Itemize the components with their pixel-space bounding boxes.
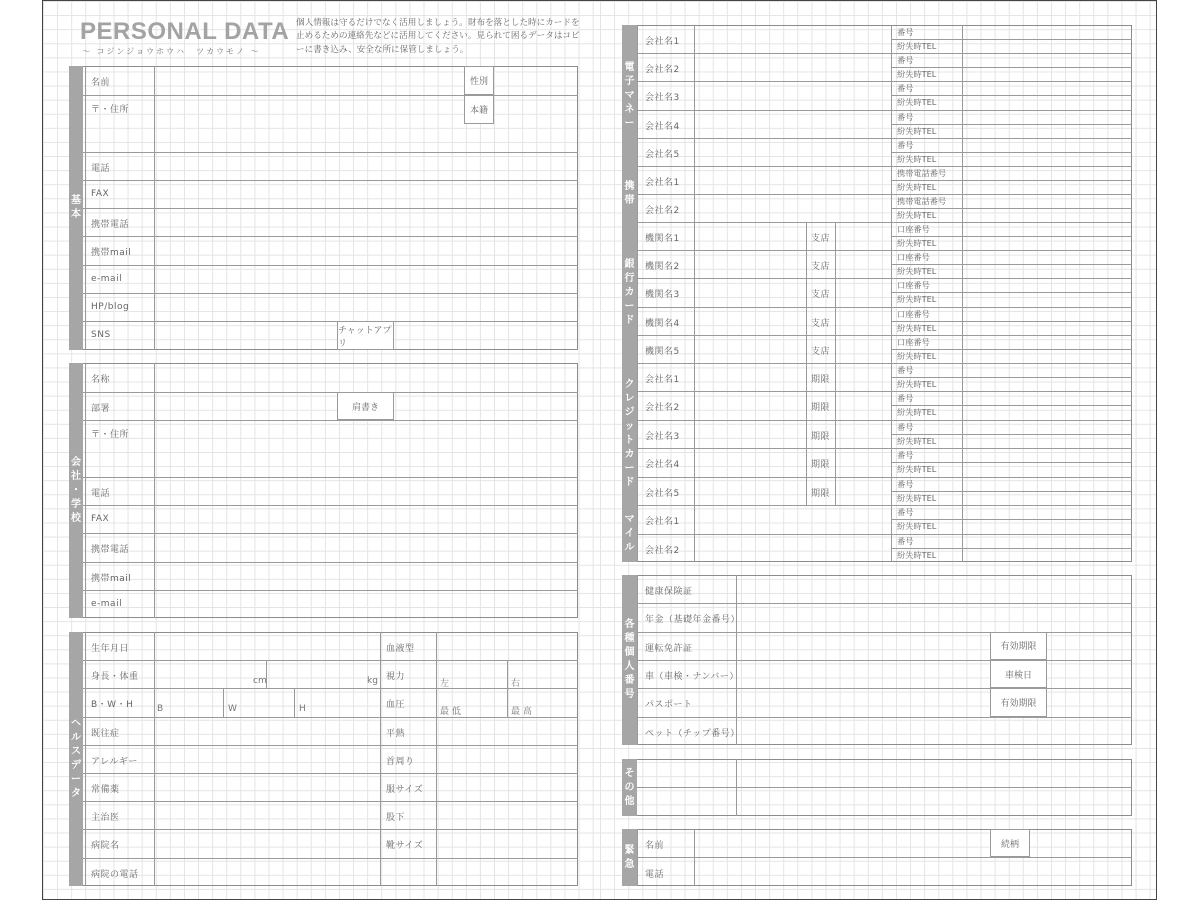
- rule-line: [83, 688, 578, 689]
- rule-line: [83, 745, 578, 746]
- health-section: [69, 632, 578, 886]
- id-row-label: 健康保険証: [645, 587, 693, 597]
- bank-mid-label: 支店: [811, 346, 831, 357]
- heading-char: 急: [624, 858, 635, 870]
- mile-row-label: 会社名2: [645, 545, 680, 556]
- rule-line: [637, 420, 1132, 421]
- credit-row-label: 会社名4: [645, 460, 680, 471]
- health-right-label: 股下: [386, 813, 406, 823]
- basic-heading: [69, 66, 83, 350]
- rule-line: [891, 434, 1132, 435]
- divider-line: [85, 363, 86, 618]
- credit-row-label: 会社名3: [645, 431, 680, 442]
- credit-mid-label: 期限: [811, 488, 831, 499]
- basic-row-label: HP/blog: [91, 302, 130, 312]
- rule-line: [637, 307, 1132, 308]
- bank-sub1: 口座番号: [897, 280, 930, 291]
- unit-max: 最 高: [511, 707, 532, 717]
- unit-h: H: [299, 704, 306, 714]
- rule-line: [83, 773, 578, 774]
- rule-line: [891, 95, 1132, 96]
- company-section: [69, 363, 578, 618]
- heading-char: ド: [624, 314, 635, 326]
- heading-char: ー: [71, 774, 81, 785]
- basic-row-label: e-mail: [91, 274, 123, 284]
- rule-line: [83, 95, 578, 96]
- emoney-sub1: 番号: [897, 27, 914, 37]
- mobile-sub1: 携帯電話番号: [897, 168, 947, 178]
- basic-row-label: SNS: [91, 330, 111, 340]
- basic-row-label: FAX: [91, 189, 110, 199]
- divider-line: [694, 25, 695, 166]
- divider-line: [835, 222, 836, 363]
- relation-box: [990, 829, 1030, 857]
- rule-line: [637, 688, 1132, 689]
- unit-right: 右: [511, 679, 521, 689]
- divider-line: [694, 363, 695, 505]
- health-right-label: 服サイズ: [386, 785, 424, 795]
- company-row-label: FAX: [91, 514, 110, 524]
- mile-heading: [622, 505, 637, 562]
- credit-sub1: 番号: [897, 450, 914, 461]
- basic-row-label: 携帯電話: [91, 220, 130, 230]
- emoney-row-label: 会社名3: [645, 93, 680, 104]
- rule-line: [83, 265, 578, 266]
- id-row-label: ペット（チップ番号）: [645, 728, 740, 739]
- rule-line: [637, 787, 1132, 788]
- other-heading: [622, 759, 637, 816]
- unit-kg: kg: [367, 676, 378, 686]
- bank-mid-label: 支店: [811, 318, 831, 329]
- rule-line: [637, 81, 1132, 82]
- chat-app-box-label: チャットアプリ: [338, 325, 392, 349]
- divider-line: [835, 363, 836, 505]
- rule-line: [83, 321, 578, 322]
- heading-char: 番: [624, 675, 635, 686]
- health-heading: [69, 632, 83, 886]
- mobile-heading: [622, 166, 637, 222]
- page-subtitle: ～ コジンジョウホウハ ツカウモノ ～: [82, 47, 261, 56]
- rule-line: [83, 533, 578, 534]
- rule-line: [83, 293, 578, 294]
- heading-char: ッ: [624, 421, 635, 432]
- rule-line: [622, 222, 1132, 223]
- rule-line: [891, 236, 1132, 237]
- rule-line: [83, 392, 578, 393]
- relation-box-label: 続柄: [1000, 839, 1019, 850]
- cards-section: [622, 25, 1132, 562]
- company-row-label: 携帯電話: [91, 545, 130, 555]
- rule-line: [637, 448, 1132, 449]
- credit-sub2: 紛失時TEL: [897, 492, 937, 503]
- rule-line: [83, 660, 578, 661]
- rule-line: [637, 278, 1132, 279]
- heading-char: 銀: [624, 258, 635, 270]
- id-side-box: [990, 688, 1047, 716]
- rule-line: [891, 39, 1132, 40]
- heading-char: 学: [71, 498, 81, 510]
- heading-char: カ: [624, 286, 635, 298]
- bank-heading: [622, 222, 637, 363]
- bank-sub1: 口座番号: [897, 308, 930, 319]
- rule-line: [83, 477, 578, 478]
- emoney-row-label: 会社名2: [645, 65, 680, 76]
- bank-mid-label: 支店: [811, 290, 831, 301]
- heading-char: カ: [624, 449, 635, 460]
- heading-char: 本: [71, 209, 81, 220]
- rule-line: [891, 67, 1132, 68]
- mobile-sub2: 紛失時TEL: [897, 210, 937, 220]
- bank-row-label: 機関名2: [645, 262, 680, 273]
- credit-mid-label: 期限: [811, 431, 831, 442]
- heading-char: ス: [71, 746, 81, 757]
- heading-char: ー: [624, 117, 635, 129]
- unit-cm: cm: [253, 676, 267, 686]
- rule-line: [622, 363, 1132, 364]
- heading-char: 緊: [624, 844, 635, 856]
- heading-char: ー: [624, 300, 635, 312]
- heading-char: 種: [624, 633, 635, 644]
- heading-char: 子: [624, 75, 635, 87]
- health-right-label: 首周り: [386, 757, 415, 767]
- emergency-row-label: 名前: [645, 841, 665, 851]
- health-row-label: 既往症: [91, 729, 120, 739]
- emoney-sub2: 紛失時TEL: [897, 125, 937, 136]
- heading-char: 校: [71, 512, 81, 524]
- unit-left: 左: [440, 679, 450, 689]
- health-row-label: 病院の電話: [91, 870, 139, 880]
- heading-char: マ: [624, 89, 635, 101]
- bank-row-label: 機関名1: [645, 234, 680, 244]
- rule-line: [891, 548, 1132, 549]
- rule-line: [637, 138, 1132, 139]
- company-row-label: 携帯mail: [91, 574, 132, 584]
- unit-b: B: [157, 704, 164, 714]
- divider-line: [694, 222, 695, 363]
- credit-sub1: 番号: [897, 478, 914, 489]
- rule-line: [83, 858, 578, 859]
- rule-line: [83, 717, 578, 718]
- rule-line: [83, 208, 578, 209]
- divider-line: [380, 632, 381, 886]
- ids-heading: [622, 575, 637, 745]
- company-row-label: e-mail: [91, 599, 123, 609]
- divider-line: [436, 632, 437, 886]
- company-row-label: 名称: [91, 375, 111, 385]
- company-row-label: 〒・住所: [91, 430, 130, 440]
- health-right-label: 血圧: [386, 700, 406, 710]
- emergency-heading: [622, 829, 637, 886]
- heading-char: イ: [624, 527, 635, 539]
- mobile-sub2: 紛失時TEL: [897, 182, 937, 192]
- rule-line: [83, 420, 578, 421]
- health-row-label: 常備薬: [91, 785, 120, 795]
- rule-line: [637, 391, 1132, 392]
- basic-row-label: 名前: [91, 78, 111, 88]
- rule-line: [891, 321, 1132, 322]
- rule-line: [83, 590, 578, 591]
- origin-box-label: 本籍: [469, 106, 488, 116]
- bank-sub2: 紛失時TEL: [897, 238, 937, 248]
- id-side-box-label: 有効期限: [1000, 698, 1037, 709]
- emoney-row-label: 会社名4: [645, 121, 680, 132]
- emoney-sub2: 紛失時TEL: [897, 97, 937, 108]
- heading-char: 帯: [624, 195, 635, 206]
- id-row-label: 車（車検・ナンバー）: [645, 672, 739, 682]
- heading-char: ー: [624, 463, 635, 474]
- rule-line: [83, 562, 578, 563]
- credit-row-label: 会社名1: [645, 375, 680, 385]
- heading-char: デ: [71, 760, 81, 771]
- rule-line: [891, 180, 1132, 181]
- id-side-box: [990, 660, 1047, 688]
- bank-sub2: 紛失時TEL: [897, 294, 937, 305]
- heading-char: ク: [624, 379, 635, 390]
- credit-mid-label: 期限: [811, 375, 831, 385]
- basic-row-label: 〒・住所: [91, 105, 130, 115]
- rule-line: [637, 632, 1132, 633]
- chat-app-box: [337, 321, 394, 350]
- health-right-label: 靴サイズ: [386, 841, 424, 851]
- rule-line: [637, 110, 1132, 111]
- heading-char: ネ: [624, 103, 635, 115]
- credit-sub2: 紛失時TEL: [897, 435, 937, 446]
- company-row-label: 電話: [91, 489, 111, 499]
- credit-mid-label: 期限: [811, 403, 831, 414]
- divider-line: [154, 632, 155, 886]
- credit-row-label: 会社名2: [645, 403, 680, 414]
- credit-sub2: 紛失時TEL: [897, 379, 937, 389]
- heading-char: 各: [624, 619, 635, 630]
- bank-mid-label: 支店: [811, 234, 831, 244]
- bank-sub1: 口座番号: [897, 336, 930, 347]
- mile-sub1: 番号: [897, 535, 914, 546]
- id-row-label: 運転免許証: [645, 643, 693, 654]
- emoney-row-label: 会社名1: [645, 37, 680, 47]
- divider-line: [154, 363, 155, 618]
- divider-line: [637, 25, 638, 166]
- heading-char: 他: [624, 795, 635, 807]
- health-row-label: 主治医: [91, 813, 120, 823]
- rule-line: [637, 53, 1132, 54]
- basic-row-label: 携帯mail: [91, 248, 132, 258]
- rule-line: [891, 292, 1132, 293]
- credit-heading: [622, 363, 637, 505]
- rule-line: [891, 491, 1132, 492]
- rule-line: [83, 180, 578, 181]
- divider-line: [806, 222, 807, 363]
- emoney-sub2: 紛失時TEL: [897, 69, 937, 80]
- rule-line: [637, 194, 1132, 195]
- divider-line: [85, 632, 86, 886]
- mobile-row-label: 会社名2: [645, 206, 680, 216]
- mile-row-label: 会社名1: [645, 517, 680, 527]
- intro-text: 個人情報は守るだけでなく活用しましょう。財布を落とした時にカードを止めるための連絡先などに活用してください。見られて困るデータはコピーに書き込み、安全な所に保管しましょう。: [296, 18, 580, 55]
- health-row-label: 病院名: [91, 841, 120, 851]
- heading-char: ・: [71, 484, 81, 496]
- rule-line: [891, 349, 1132, 350]
- mile-sub1: 番号: [897, 507, 914, 517]
- rule-line: [891, 124, 1132, 125]
- position-box: [337, 392, 394, 420]
- health-right-label: 平熱: [386, 729, 406, 739]
- page-title: PERSONAL DATA: [80, 18, 290, 45]
- unit-min: 最 低: [440, 707, 461, 717]
- rule-line: [637, 717, 1132, 718]
- health-row-label: 身長・体重: [91, 672, 139, 682]
- mile-sub2: 紛失時TEL: [897, 521, 937, 531]
- id-row-label: 年金（基礎年金番号）: [645, 615, 741, 626]
- rule-line: [891, 462, 1132, 463]
- rule-line: [637, 660, 1132, 661]
- heading-char: ジ: [624, 407, 635, 418]
- credit-sub2: 紛失時TEL: [897, 407, 937, 418]
- bank-row-label: 機関名5: [645, 346, 680, 357]
- rule-line: [622, 505, 1132, 506]
- credit-sub1: 番号: [897, 421, 914, 432]
- divider-line: [294, 688, 295, 717]
- heading-char: ル: [71, 732, 81, 743]
- bank-sub2: 紛失時TEL: [897, 322, 937, 333]
- rule-line: [891, 405, 1132, 406]
- emoney-sub1: 番号: [897, 55, 914, 66]
- credit-sub1: 番号: [897, 393, 914, 404]
- health-row-label: 生年月日: [91, 644, 130, 654]
- id-side-box: [990, 632, 1047, 660]
- rule-line: [637, 857, 1132, 858]
- rule-line: [83, 801, 578, 802]
- rule-line: [891, 208, 1132, 209]
- basic-row-label: 電話: [91, 164, 111, 174]
- position-box-label: 肩書き: [351, 402, 379, 413]
- rule-line: [637, 603, 1132, 604]
- health-row-label: アレルギー: [91, 757, 138, 767]
- heading-char: 行: [624, 272, 635, 284]
- rule-line: [891, 152, 1132, 153]
- mobile-sub1: 携帯電話番号: [897, 196, 947, 206]
- heading-char: 人: [624, 661, 635, 672]
- id-row-label: パスポート: [645, 700, 693, 711]
- credit-mid-label: 期限: [811, 460, 831, 471]
- mobile-row-label: 会社名1: [645, 178, 680, 188]
- id-side-box-label: 有効期限: [1000, 642, 1037, 653]
- divider-line: [223, 688, 224, 717]
- bank-sub1: 口座番号: [897, 252, 930, 263]
- divider-line: [507, 688, 508, 717]
- health-row-label: B・W・H: [91, 700, 134, 710]
- emergency-row-label: 電話: [645, 869, 665, 880]
- heading-char: 電: [624, 61, 635, 73]
- heading-char: ヘ: [71, 718, 81, 729]
- rule-line: [891, 377, 1132, 378]
- heading-char: 個: [624, 647, 635, 658]
- bank-row-label: 機関名3: [645, 290, 680, 301]
- emoney-row-label: 会社名5: [645, 149, 680, 160]
- bank-sub2: 紛失時TEL: [897, 266, 937, 277]
- heading-char: マ: [624, 513, 635, 525]
- rule-line: [891, 519, 1132, 520]
- company-row-label: 部署: [91, 404, 111, 414]
- credit-row-label: 会社名5: [645, 488, 680, 499]
- id-side-box-label: 車検日: [1004, 670, 1032, 681]
- heading-char: 社: [71, 470, 81, 482]
- company-heading: [69, 363, 83, 618]
- heading-char: 会: [71, 456, 81, 468]
- credit-sub2: 紛失時TEL: [897, 464, 937, 475]
- rule-line: [637, 335, 1132, 336]
- rule-line: [83, 236, 578, 237]
- heading-char: レ: [624, 393, 635, 404]
- gender-box: [464, 66, 494, 95]
- mile-sub2: 紛失時TEL: [897, 549, 937, 560]
- heading-char: そ: [624, 767, 635, 779]
- credit-sub1: 番号: [897, 365, 914, 375]
- heading-char: ト: [624, 435, 635, 446]
- divider-line: [507, 660, 508, 688]
- divider-line: [637, 363, 638, 505]
- heading-char: タ: [71, 788, 81, 799]
- rule-line: [637, 477, 1132, 478]
- heading-char: 号: [624, 689, 635, 700]
- emoney-sub1: 番号: [897, 111, 914, 122]
- gender-box-label: 性別: [469, 77, 488, 87]
- emoney-heading: [622, 25, 637, 166]
- emoney-sub2: 紛失時TEL: [897, 41, 937, 51]
- divider-line: [806, 363, 807, 505]
- rule-line: [83, 505, 578, 506]
- heading-char: ル: [624, 541, 635, 553]
- rule-line: [891, 264, 1132, 265]
- heading-char: の: [624, 781, 635, 793]
- rule-line: [622, 166, 1132, 167]
- emoney-sub2: 紛失時TEL: [897, 153, 937, 164]
- bank-sub2: 紛失時TEL: [897, 350, 937, 361]
- origin-box: [464, 95, 494, 124]
- unit-w: W: [228, 704, 237, 714]
- rule-line: [83, 829, 578, 830]
- bank-row-label: 機関名4: [645, 318, 680, 329]
- heading-char: 携: [624, 181, 635, 192]
- rule-line: [637, 250, 1132, 251]
- bank-sub1: 口座番号: [897, 224, 930, 234]
- health-right-label: 視力: [386, 672, 406, 682]
- emoney-sub1: 番号: [897, 139, 914, 150]
- health-right-label: 血液型: [386, 644, 415, 654]
- rule-line: [637, 534, 1132, 535]
- emoney-sub1: 番号: [897, 83, 914, 94]
- divider-line: [637, 222, 638, 363]
- heading-char: ド: [624, 477, 635, 488]
- heading-char: 基: [71, 195, 81, 206]
- rule-line: [83, 152, 578, 153]
- bank-mid-label: 支店: [811, 262, 831, 273]
